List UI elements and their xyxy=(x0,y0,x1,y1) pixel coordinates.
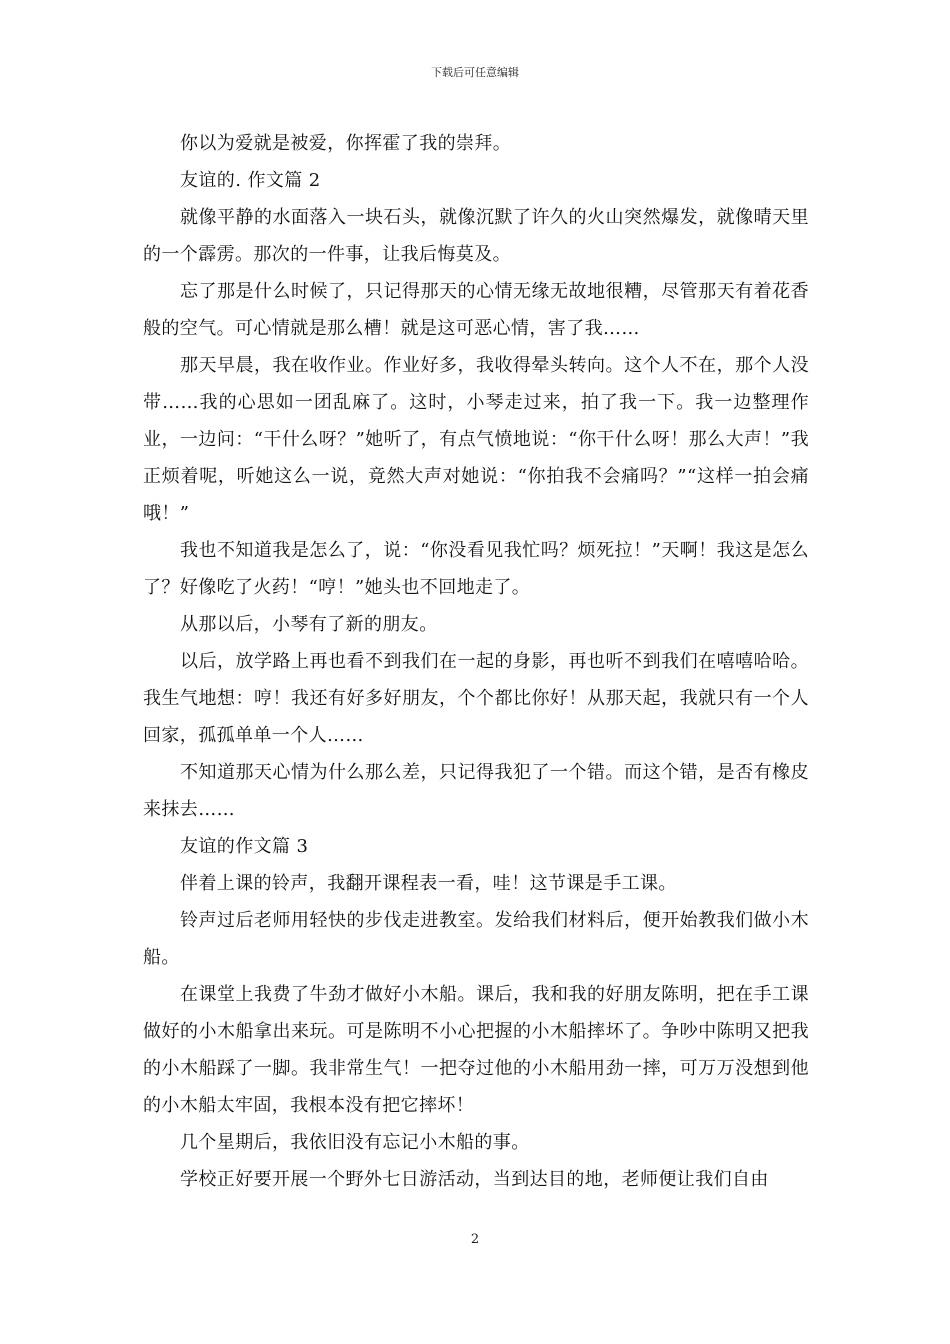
page-header: 下载后可任意编辑 xyxy=(431,66,519,79)
paragraph: 不知道那天心情为什么那么差，只记得我犯了一个错。而这个错，是否有橡皮来抹去…… xyxy=(143,762,809,820)
paragraph: 伴着上课的铃声，我翻开课程表一看，哇！这节课是手工课。 xyxy=(180,873,677,894)
paragraph: 几个星期后，我依旧没有忘记小木船的事。 xyxy=(180,1132,530,1153)
paragraph: 以后，放学路上再也看不到我们在一起的身影，再也听不到我们在嘻嘻哈哈。我生气地想：哼！我还有好多好朋友，个个都比你好！从那天起，我就只有一个人回家，孤孤单单一个人…… xyxy=(143,651,809,746)
paragraph: 那天早晨，我在收作业。作业好多，我收得晕头转向。这个人不在，那个人没带……我的心思如一团乱麻了。这时，小琴走过来，拍了我一下。我一边整理作业，一边问：“干什么呀？”她听了，有点气愤地说：“你干什么呀！那么大声！”我正烦着呢，听她这么一说，竟然大声对她说：“你拍我不会痛吗？”“这样一拍会痛哦！” xyxy=(143,355,809,524)
paragraph: 在课堂上我费了牛劲才做好小木船。课后，我和我的好朋友陈明，把在手工课做好的小木船拿出来玩。可是陈明不小心把握的小木船摔坏了。争吵中陈明又把我的小木船踩了一脚。我非常生气！一把夺过他的小木船用劲一摔，可万万没想到他的小木船太牢固，我根本没有把它摔坏！ xyxy=(143,984,809,1116)
section-heading: 友谊的作文篇 3 xyxy=(180,836,309,857)
paragraph: 铃声过后老师用轻快的步伐走进教室。发给我们材料后，便开始教我们做小木船。 xyxy=(143,910,809,968)
article-body xyxy=(143,125,809,1198)
section-heading: 友谊的. 作文篇 2 xyxy=(180,170,321,191)
paragraph: 我也不知道我是怎么了，说：“你没看见我忙吗？烦死拉！”天啊！我这是怎么了？好像吃了火药！“哼！”她头也不回地走了。 xyxy=(143,540,809,598)
paragraph: 忘了那是什么时候了，只记得那天的心情无缘无故地很糟，尽管那天有着花香般的空气。可心情就是那么槽！就是这可恶心情，害了我…… xyxy=(143,281,809,339)
paragraph: 就像平静的水面落入一块石头，就像沉默了许久的火山突然爆发，就像晴天里的一个霹雳。那次的一件事，让我后悔莫及。 xyxy=(143,207,809,265)
page-number: 2 xyxy=(470,1232,480,1247)
paragraph: 从那以后，小琴有了新的朋友。 xyxy=(180,614,438,635)
paragraph: 你以为爱就是被爱，你挥霍了我的崇拜。 xyxy=(180,133,512,154)
paragraph: 学校正好要开展一个野外七日游活动，当到达目的地，老师便让我们自由 xyxy=(180,1169,769,1190)
